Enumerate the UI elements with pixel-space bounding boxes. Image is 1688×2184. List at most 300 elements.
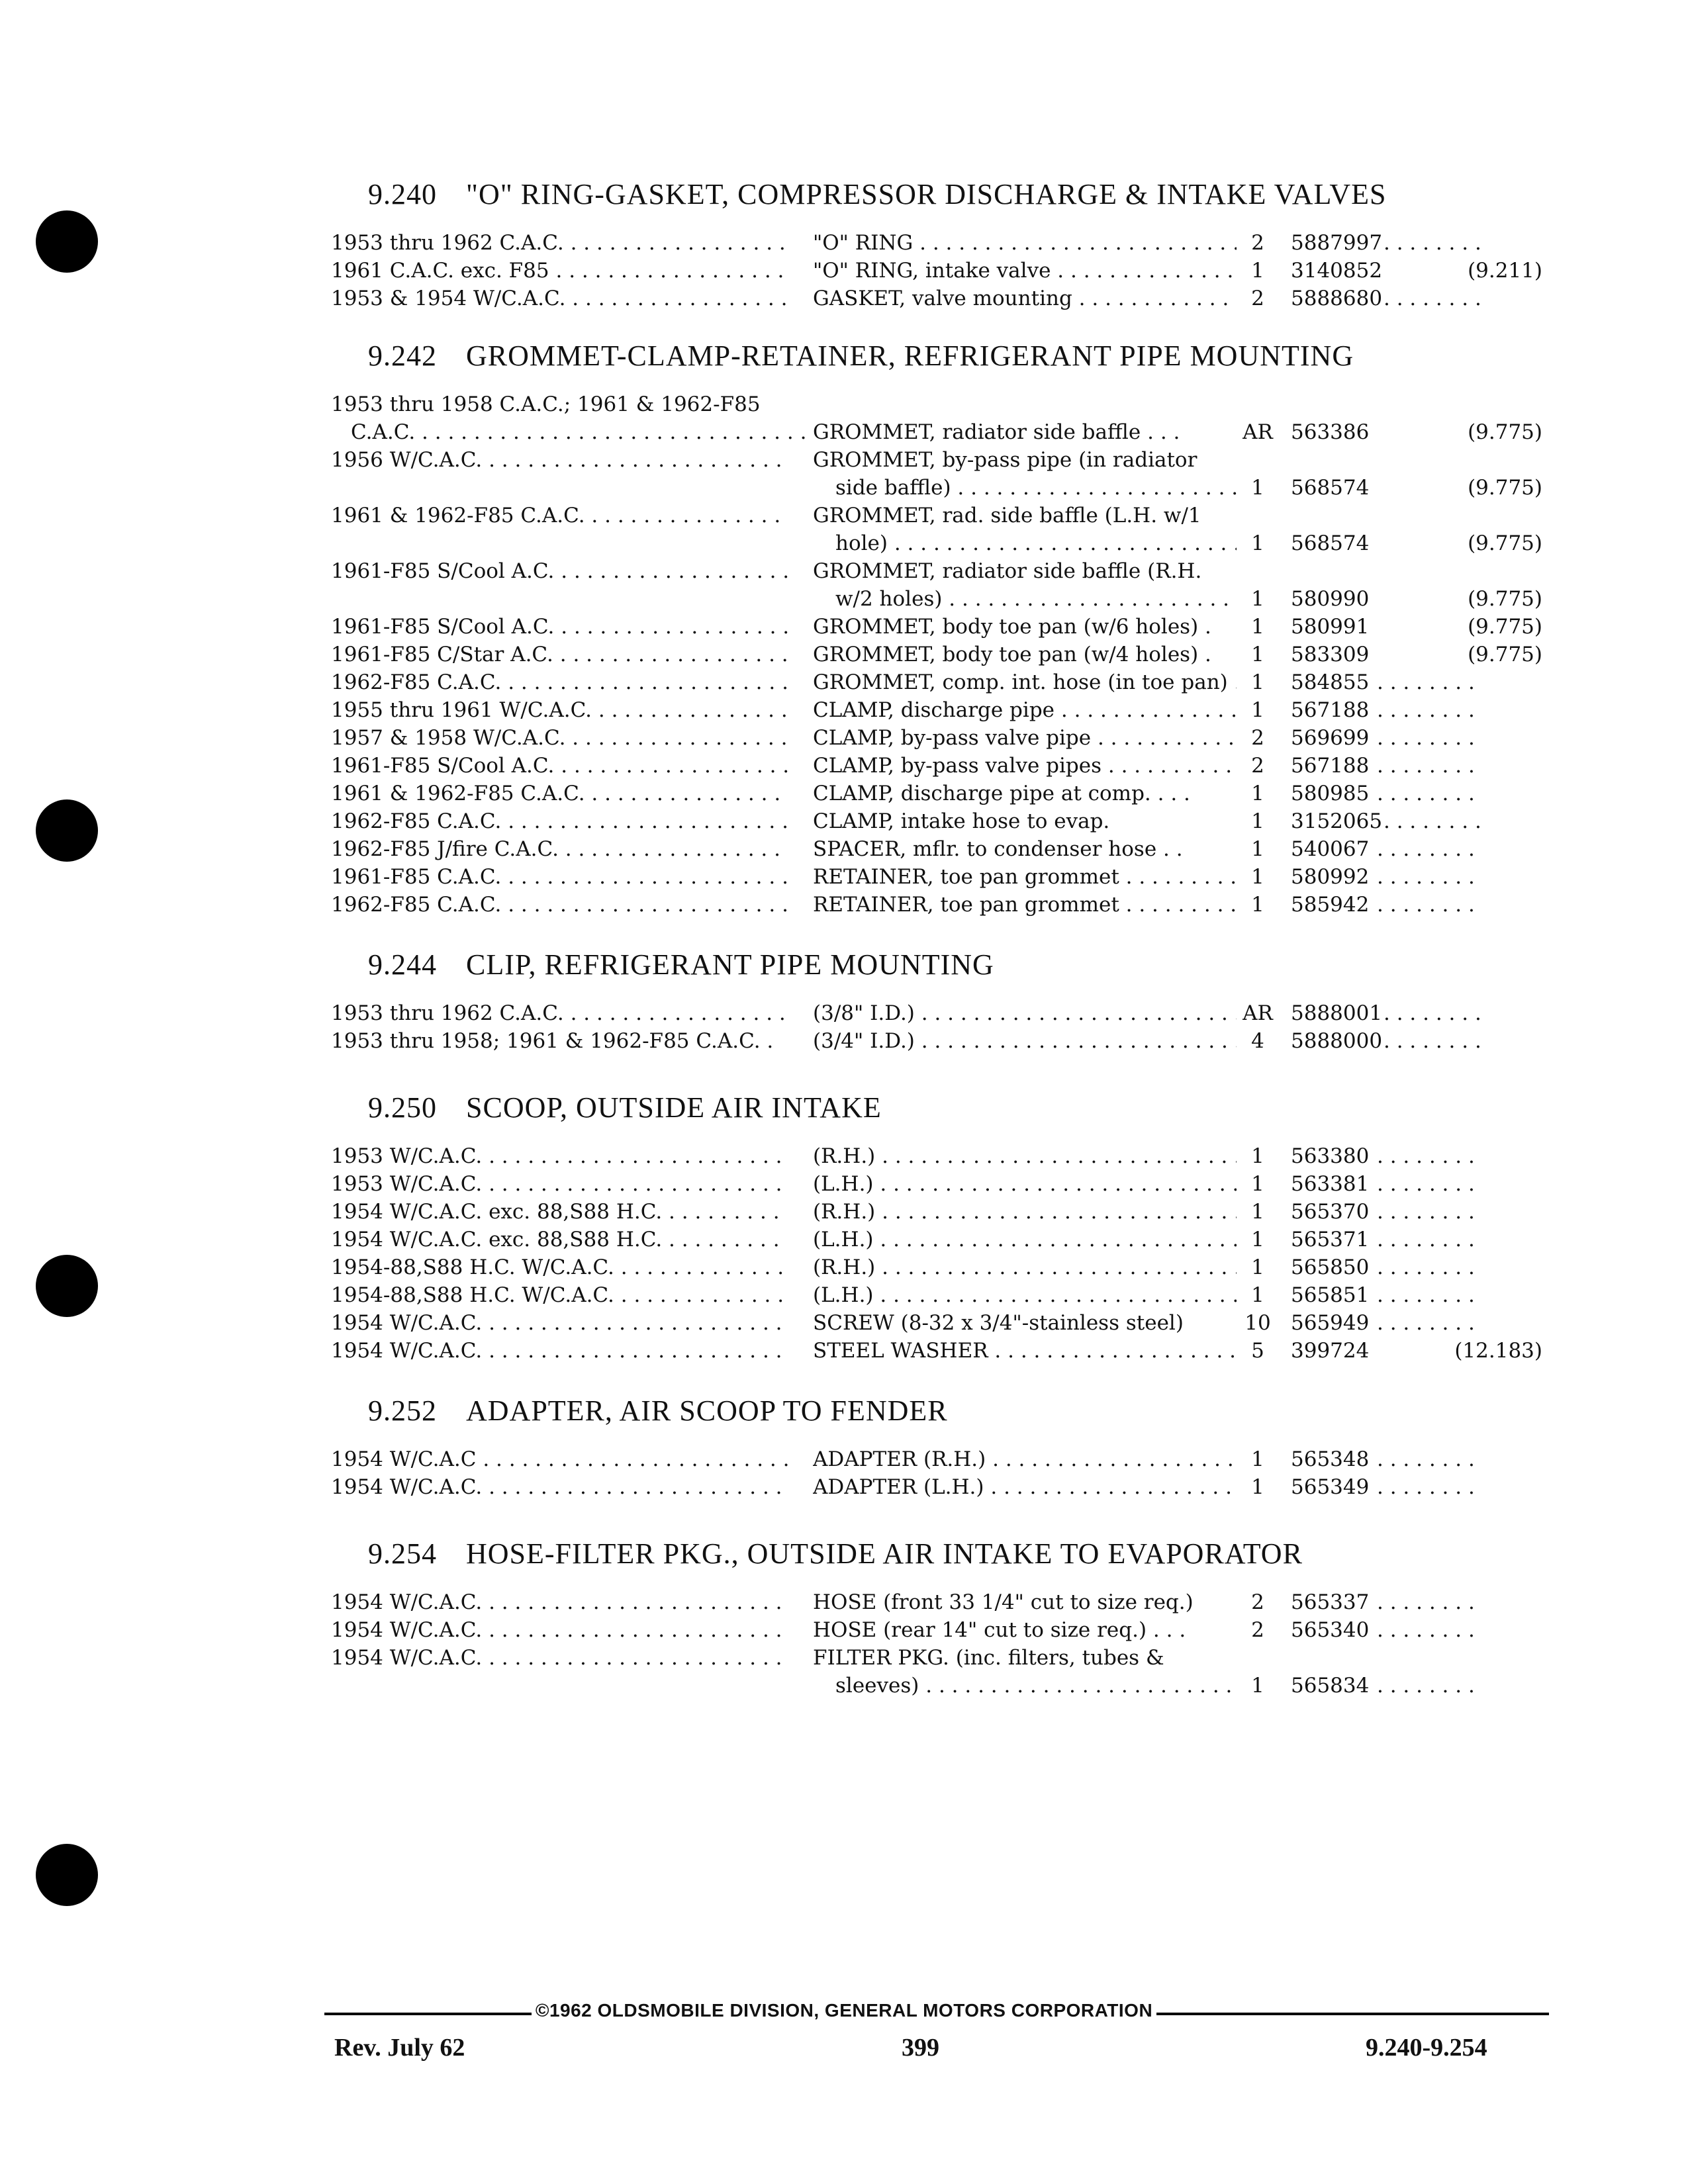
description-cell bbox=[813, 837, 1237, 861]
reference-cell: (9.775) bbox=[1468, 643, 1542, 666]
part-number-cell: 580990 bbox=[1291, 587, 1370, 611]
description-cell bbox=[813, 1144, 1237, 1168]
part-number-cell: 565834 bbox=[1291, 1674, 1370, 1698]
application-cell bbox=[331, 1200, 788, 1224]
parts-row bbox=[331, 1172, 1542, 1200]
application-cell bbox=[331, 504, 788, 527]
part-number-cell: 585942 bbox=[1291, 893, 1370, 917]
parts-row bbox=[331, 1590, 1542, 1618]
quantity-cell: AR bbox=[1243, 1001, 1273, 1025]
application-text: 1961-F85 C.A.C. bbox=[331, 865, 502, 889]
reference-cell: . . . . . . . . bbox=[1377, 1618, 1475, 1642]
catalog-section bbox=[331, 339, 1542, 921]
application-cell bbox=[331, 1283, 788, 1307]
part-number-cell: 563386 bbox=[1291, 420, 1370, 444]
description-text: CLAMP, by-pass valve pipe bbox=[813, 726, 1092, 750]
parts-row bbox=[331, 1029, 1542, 1057]
application-cell bbox=[331, 1618, 788, 1642]
application-cell bbox=[331, 615, 788, 639]
application-cell bbox=[331, 448, 788, 472]
part-number-cell: 565340 bbox=[1291, 1618, 1370, 1642]
description-text: SCREW (8-32 x 3/4"-stainless steel) bbox=[813, 1311, 1184, 1335]
quantity-cell: 1 bbox=[1251, 809, 1264, 833]
part-number-cell: 569699 bbox=[1291, 726, 1370, 750]
part-number-cell: 5888001 bbox=[1291, 1001, 1383, 1025]
section-title: HOSE-FILTER PKG., OUTSIDE AIR INTAKE TO EVAPORATOR bbox=[466, 1537, 1303, 1570]
description-text: "O" RING, intake valve bbox=[813, 259, 1051, 283]
description-cell bbox=[813, 1200, 1237, 1224]
application-cell bbox=[331, 1447, 788, 1471]
description-cell bbox=[813, 1475, 1237, 1499]
application-text: 1962-F85 C.A.C. bbox=[331, 809, 502, 833]
description-cell bbox=[813, 1255, 1237, 1279]
quantity-cell: 1 bbox=[1251, 615, 1264, 639]
application-text: 1953 W/C.A.C. bbox=[331, 1172, 483, 1196]
description-text: hole) bbox=[835, 531, 888, 555]
parts-row bbox=[331, 726, 1542, 754]
reference-cell: (9.775) bbox=[1468, 420, 1542, 444]
parts-row bbox=[331, 893, 1542, 921]
description-text: SPACER, mflr. to condenser hose . . bbox=[813, 837, 1183, 861]
parts-row bbox=[331, 1339, 1542, 1367]
description-cell bbox=[813, 643, 1237, 666]
reference-cell: . . . . . . . . bbox=[1377, 1311, 1475, 1335]
description-text: GROMMET, radiator side baffle (R.H. bbox=[813, 559, 1202, 583]
part-number-cell: 565349 bbox=[1291, 1475, 1370, 1499]
section-number: 9.254 bbox=[368, 1537, 437, 1570]
description-text: GROMMET, body toe pan (w/6 holes) . bbox=[813, 615, 1211, 639]
application-text: 1953 thru 1962 C.A.C. bbox=[331, 231, 564, 255]
section-heading bbox=[368, 1537, 1542, 1570]
section-title: "O" RING-GASKET, COMPRESSOR DISCHARGE & INTAKE VALVES bbox=[466, 178, 1387, 210]
application-text: 1953 thru 1958; 1961 & 1962-F85 C.A.C. . bbox=[331, 1029, 774, 1053]
part-number-cell: 565348 bbox=[1291, 1447, 1370, 1471]
application-text: 1954 W/C.A.C. exc. 88,S88 H.C. bbox=[331, 1200, 663, 1224]
description-text: (3/4" I.D.) bbox=[813, 1029, 915, 1053]
reference-cell: (9.211) bbox=[1468, 259, 1542, 283]
copyright-notice: ©1962 OLDSMOBILE DIVISION, GENERAL MOTORS CORPORATION bbox=[0, 2000, 1688, 2021]
application-cell bbox=[331, 643, 788, 666]
description-cell bbox=[835, 476, 1237, 500]
application-text: 1954 W/C.A.C bbox=[331, 1447, 477, 1471]
application-cell bbox=[331, 559, 788, 583]
description-text: sleeves) bbox=[835, 1674, 919, 1698]
section-number: 9.242 bbox=[368, 340, 437, 372]
parts-row bbox=[331, 559, 1542, 587]
reference-cell: . . . . . . . . bbox=[1377, 754, 1475, 778]
application-cell bbox=[331, 726, 788, 750]
quantity-cell: 1 bbox=[1251, 837, 1264, 861]
description-text: GROMMET, by-pass pipe (in radiator bbox=[813, 448, 1197, 472]
application-text: 1962-F85 C.A.C. bbox=[331, 670, 502, 694]
part-number-cell: 565337 bbox=[1291, 1590, 1370, 1614]
part-number-cell: 567188 bbox=[1291, 754, 1370, 778]
application-cell bbox=[331, 782, 788, 805]
reference-cell: . . . . . . . . bbox=[1377, 1447, 1475, 1471]
part-number-cell: 565371 bbox=[1291, 1228, 1370, 1251]
reference-cell: . . . . . . . . bbox=[1377, 893, 1475, 917]
part-number-cell: 583309 bbox=[1291, 643, 1370, 666]
description-text: FILTER PKG. (inc. filters, tubes & bbox=[813, 1646, 1164, 1670]
parts-row bbox=[331, 1311, 1542, 1339]
part-number-cell: 563380 bbox=[1291, 1144, 1370, 1168]
application-cell bbox=[331, 1228, 788, 1251]
description-text: ADAPTER (L.H.) bbox=[813, 1475, 984, 1499]
part-number-cell: 5887997 bbox=[1291, 231, 1383, 255]
reference-cell: . . . . . . . . bbox=[1377, 1590, 1475, 1614]
section-number: 9.252 bbox=[368, 1394, 437, 1427]
parts-row bbox=[331, 448, 1542, 476]
application-cell bbox=[331, 698, 788, 722]
parts-row bbox=[331, 287, 1542, 314]
quantity-cell: 1 bbox=[1251, 1228, 1264, 1251]
reference-cell: . . . . . . . . bbox=[1377, 1674, 1475, 1698]
application-text: 1961 & 1962-F85 C.A.C. bbox=[331, 504, 585, 527]
reference-cell: . . . . . . . . bbox=[1377, 1228, 1475, 1251]
description-text: "O" RING bbox=[813, 231, 914, 255]
quantity-cell: 1 bbox=[1251, 1447, 1264, 1471]
application-text: 1954 W/C.A.C. bbox=[331, 1311, 483, 1335]
catalog-section bbox=[331, 1091, 1542, 1367]
reference-cell: . . . . . . . . bbox=[1377, 1255, 1475, 1279]
description-cell bbox=[813, 809, 1237, 833]
parts-row bbox=[331, 1200, 1542, 1228]
description-cell bbox=[813, 287, 1237, 310]
reference-cell: . . . . . . . . bbox=[1377, 726, 1475, 750]
application-text: 1953 W/C.A.C. bbox=[331, 1144, 483, 1168]
parts-row bbox=[331, 809, 1542, 837]
part-number-cell: 563381 bbox=[1291, 1172, 1370, 1196]
description-text: RETAINER, toe pan grommet bbox=[813, 893, 1119, 917]
application-text: 1961-F85 S/Cool A.C. bbox=[331, 559, 555, 583]
quantity-cell: 5 bbox=[1251, 1339, 1264, 1363]
parts-row bbox=[331, 865, 1542, 893]
application-text: 1954 W/C.A.C. bbox=[331, 1475, 483, 1499]
parts-row bbox=[331, 782, 1542, 809]
application-cell bbox=[331, 1144, 788, 1168]
quantity-cell: AR bbox=[1243, 420, 1273, 444]
description-cell bbox=[813, 893, 1237, 917]
description-text: side baffle) bbox=[835, 476, 951, 500]
description-cell bbox=[813, 504, 1237, 527]
section-title: CLIP, REFRIGERANT PIPE MOUNTING bbox=[466, 948, 994, 981]
application-cell bbox=[331, 1029, 788, 1053]
application-cell bbox=[331, 1172, 788, 1196]
application-text: 1955 thru 1961 W/C.A.C. bbox=[331, 698, 592, 722]
description-cell bbox=[813, 1646, 1237, 1670]
description-text: GROMMET, rad. side baffle (L.H. w/1 bbox=[813, 504, 1201, 527]
part-number-cell: 3152065 bbox=[1291, 809, 1383, 833]
description-text: HOSE (rear 14" cut to size req.) . . . bbox=[813, 1618, 1186, 1642]
parts-row bbox=[331, 504, 1542, 531]
application-text: 1962-F85 J/fire C.A.C. bbox=[331, 837, 559, 861]
parts-row bbox=[331, 754, 1542, 782]
reference-cell: . . . . . . . . bbox=[1377, 1144, 1475, 1168]
application-cell bbox=[331, 754, 788, 778]
description-text: (R.H.) bbox=[813, 1255, 876, 1279]
catalog-section bbox=[331, 177, 1542, 314]
description-text: GROMMET, radiator side baffle . . . bbox=[813, 420, 1180, 444]
section-number: 9.240 bbox=[368, 178, 437, 210]
parts-row bbox=[331, 698, 1542, 726]
page-number: 399 bbox=[902, 2034, 939, 2062]
reference-cell: . . . . . . . . bbox=[1377, 1283, 1475, 1307]
parts-row bbox=[331, 259, 1542, 287]
reference-cell: . . . . . . . . bbox=[1377, 1200, 1475, 1224]
section-heading bbox=[368, 948, 1542, 981]
quantity-cell: 1 bbox=[1251, 531, 1264, 555]
quantity-cell: 1 bbox=[1251, 643, 1264, 666]
application-text: 1954 W/C.A.C. bbox=[331, 1646, 483, 1670]
application-text: 1953 thru 1962 C.A.C. bbox=[331, 1001, 564, 1025]
quantity-cell: 1 bbox=[1251, 587, 1264, 611]
quantity-cell: 2 bbox=[1251, 231, 1264, 255]
application-text: 1961 C.A.C. exc. F85 bbox=[331, 259, 549, 283]
section-number: 9.244 bbox=[368, 948, 437, 981]
description-cell bbox=[813, 1172, 1237, 1196]
description-cell bbox=[813, 1001, 1237, 1025]
reference-cell: . . . . . . . . bbox=[1377, 782, 1475, 805]
parts-row bbox=[331, 1283, 1542, 1311]
application-cell bbox=[331, 1001, 788, 1025]
section-heading bbox=[368, 177, 1542, 211]
reference-cell: . . . . . . . . bbox=[1377, 1172, 1475, 1196]
parts-row bbox=[331, 1618, 1542, 1646]
description-text: (L.H.) bbox=[813, 1283, 874, 1307]
reference-cell: . . . . . . . . bbox=[1377, 837, 1475, 861]
application-cell bbox=[331, 1646, 788, 1670]
application-cell bbox=[331, 670, 788, 694]
application-cell bbox=[331, 1475, 788, 1499]
part-number-cell: 5888680 bbox=[1291, 287, 1383, 310]
binder-hole bbox=[36, 210, 98, 273]
catalog-section bbox=[331, 1394, 1542, 1503]
application-text: 1961-F85 S/Cool A.C. bbox=[331, 754, 555, 778]
application-text: 1954 W/C.A.C. bbox=[331, 1590, 483, 1614]
section-title: ADAPTER, AIR SCOOP TO FENDER bbox=[466, 1394, 948, 1427]
description-cell bbox=[813, 670, 1237, 694]
description-cell bbox=[813, 698, 1237, 722]
part-number-cell: 580992 bbox=[1291, 865, 1370, 889]
description-text: w/2 holes) bbox=[835, 587, 943, 611]
reference-cell: . . . . . . . . bbox=[1383, 1029, 1481, 1053]
application-text: 1954 W/C.A.C. bbox=[331, 1618, 483, 1642]
quantity-cell: 10 bbox=[1244, 1311, 1271, 1335]
application-text: 1961 & 1962-F85 C.A.C. bbox=[331, 782, 585, 805]
description-text: GROMMET, body toe pan (w/4 holes) . bbox=[813, 643, 1211, 666]
part-number-cell: 584855 bbox=[1291, 670, 1370, 694]
binder-hole bbox=[36, 1844, 98, 1906]
reference-cell: (9.775) bbox=[1468, 587, 1542, 611]
part-number-cell: 580991 bbox=[1291, 615, 1370, 639]
section-title: SCOOP, OUTSIDE AIR INTAKE bbox=[466, 1091, 882, 1124]
description-text: STEEL WASHER bbox=[813, 1339, 988, 1363]
reference-cell: (9.775) bbox=[1468, 531, 1542, 555]
quantity-cell: 1 bbox=[1251, 1674, 1264, 1698]
parts-row bbox=[331, 531, 1542, 559]
application-cell bbox=[331, 392, 788, 416]
quantity-cell: 2 bbox=[1251, 726, 1264, 750]
part-number-cell: 540067 bbox=[1291, 837, 1370, 861]
quantity-cell: 1 bbox=[1251, 1200, 1264, 1224]
description-cell bbox=[813, 865, 1237, 889]
section-title: GROMMET-CLAMP-RETAINER, REFRIGERANT PIPE MOUNTING bbox=[466, 340, 1354, 372]
application-text: 1954-88,S88 H.C. W/C.A.C. bbox=[331, 1255, 614, 1279]
application-text: 1961-F85 S/Cool A.C. bbox=[331, 615, 555, 639]
part-number-cell: 568574 bbox=[1291, 531, 1370, 555]
reference-cell: . . . . . . . . bbox=[1377, 1475, 1475, 1499]
description-text: GROMMET, comp. int. hose (in toe pan) bbox=[813, 670, 1228, 694]
quantity-cell: 1 bbox=[1251, 476, 1264, 500]
parts-row bbox=[331, 1255, 1542, 1283]
section-heading bbox=[368, 1091, 1542, 1124]
description-cell bbox=[813, 1311, 1237, 1335]
quantity-cell: 2 bbox=[1251, 1618, 1264, 1642]
parts-row bbox=[331, 1228, 1542, 1255]
description-cell bbox=[813, 1590, 1237, 1614]
parts-row bbox=[331, 615, 1542, 643]
parts-row bbox=[331, 1001, 1542, 1029]
application-text: 1953 & 1954 W/C.A.C. bbox=[331, 287, 566, 310]
parts-row bbox=[331, 1447, 1542, 1475]
parts-row bbox=[331, 392, 1542, 420]
application-text: C.A.C. bbox=[351, 420, 416, 444]
description-cell bbox=[813, 754, 1237, 778]
description-text: (3/8" I.D.) bbox=[813, 1001, 915, 1025]
application-cell bbox=[331, 231, 788, 255]
description-text: ADAPTER (R.H.) bbox=[813, 1447, 986, 1471]
reference-cell: . . . . . . . . bbox=[1377, 670, 1475, 694]
description-text: (R.H.) bbox=[813, 1144, 876, 1168]
reference-cell: . . . . . . . . bbox=[1377, 865, 1475, 889]
description-cell bbox=[835, 587, 1237, 611]
parts-row bbox=[331, 643, 1542, 670]
application-text: 1953 thru 1958 C.A.C.; 1961 & 1962-F85 bbox=[331, 392, 761, 416]
reference-cell: . . . . . . . . bbox=[1383, 1001, 1481, 1025]
application-text: 1954 W/C.A.C. bbox=[331, 1339, 483, 1363]
parts-row bbox=[331, 1144, 1542, 1172]
description-cell bbox=[813, 1447, 1237, 1471]
reference-cell: . . . . . . . . bbox=[1383, 231, 1481, 255]
parts-row bbox=[331, 837, 1542, 865]
parts-row bbox=[331, 1646, 1542, 1674]
description-cell bbox=[813, 259, 1237, 283]
description-cell bbox=[813, 782, 1237, 805]
section-number: 9.250 bbox=[368, 1091, 437, 1124]
revision-date: Rev. July 62 bbox=[334, 2034, 465, 2062]
application-cell bbox=[331, 837, 788, 861]
description-cell bbox=[835, 1674, 1237, 1698]
part-number-cell: 580985 bbox=[1291, 782, 1370, 805]
description-text: GASKET, valve mounting bbox=[813, 287, 1072, 310]
reference-cell: . . . . . . . . bbox=[1383, 287, 1481, 310]
part-number-cell: 5888000 bbox=[1291, 1029, 1383, 1053]
quantity-cell: 2 bbox=[1251, 754, 1264, 778]
part-number-cell: 568574 bbox=[1291, 476, 1370, 500]
application-cell bbox=[331, 1311, 788, 1335]
description-text: CLAMP, intake hose to evap. bbox=[813, 809, 1110, 833]
description-text: CLAMP, discharge pipe at comp. . . . bbox=[813, 782, 1190, 805]
parts-row bbox=[331, 476, 1542, 504]
quantity-cell: 1 bbox=[1251, 893, 1264, 917]
application-cell bbox=[331, 1339, 788, 1363]
application-text: 1957 & 1958 W/C.A.C. bbox=[331, 726, 566, 750]
description-text: (L.H.) bbox=[813, 1172, 874, 1196]
parts-row bbox=[331, 1475, 1542, 1503]
parts-row bbox=[331, 420, 1542, 448]
description-text: (R.H.) bbox=[813, 1200, 876, 1224]
description-cell bbox=[813, 1228, 1237, 1251]
reference-cell: (9.775) bbox=[1468, 476, 1542, 500]
description-cell bbox=[813, 231, 1237, 255]
quantity-cell: 1 bbox=[1251, 1172, 1264, 1196]
application-text: 1954-88,S88 H.C. W/C.A.C. bbox=[331, 1283, 614, 1307]
description-cell bbox=[813, 1029, 1237, 1053]
application-text: 1954 W/C.A.C. exc. 88,S88 H.C. bbox=[331, 1228, 663, 1251]
description-cell bbox=[813, 559, 1237, 583]
quantity-cell: 1 bbox=[1251, 1144, 1264, 1168]
quantity-cell: 2 bbox=[1251, 287, 1264, 310]
application-cell bbox=[331, 809, 788, 833]
description-text: RETAINER, toe pan grommet bbox=[813, 865, 1119, 889]
part-number-cell: 565851 bbox=[1291, 1283, 1370, 1307]
application-text: 1962-F85 C.A.C. bbox=[331, 893, 502, 917]
section-heading bbox=[368, 339, 1542, 373]
quantity-cell: 1 bbox=[1251, 782, 1264, 805]
section-range: 9.240-9.254 bbox=[1366, 2034, 1487, 2062]
part-number-cell: 399724 bbox=[1291, 1339, 1370, 1363]
part-number-cell: 565850 bbox=[1291, 1255, 1370, 1279]
quantity-cell: 1 bbox=[1251, 259, 1264, 283]
quantity-cell: 4 bbox=[1251, 1029, 1264, 1053]
catalog-section bbox=[331, 1537, 1542, 1702]
reference-cell: . . . . . . . . bbox=[1377, 698, 1475, 722]
application-cell bbox=[351, 420, 808, 444]
description-text: CLAMP, discharge pipe bbox=[813, 698, 1055, 722]
parts-row bbox=[331, 1674, 1542, 1702]
application-cell bbox=[331, 259, 788, 283]
application-cell bbox=[331, 1255, 788, 1279]
parts-row bbox=[331, 670, 1542, 698]
section-heading bbox=[368, 1394, 1542, 1428]
application-text: 1961-F85 C/Star A.C. bbox=[331, 643, 553, 666]
description-cell bbox=[835, 531, 1237, 555]
binder-hole bbox=[36, 799, 98, 862]
description-text: (L.H.) bbox=[813, 1228, 874, 1251]
description-cell bbox=[813, 1283, 1237, 1307]
description-cell bbox=[813, 420, 1237, 444]
application-text: 1956 W/C.A.C. bbox=[331, 448, 483, 472]
part-number-cell: 3140852 bbox=[1291, 259, 1383, 283]
reference-cell: (12.183) bbox=[1454, 1339, 1542, 1363]
quantity-cell: 1 bbox=[1251, 698, 1264, 722]
quantity-cell: 1 bbox=[1251, 865, 1264, 889]
binder-hole bbox=[36, 1255, 98, 1317]
part-number-cell: 565949 bbox=[1291, 1311, 1370, 1335]
catalog-section bbox=[331, 948, 1542, 1057]
description-cell bbox=[813, 448, 1237, 472]
description-cell bbox=[813, 1618, 1237, 1642]
parts-row bbox=[331, 231, 1542, 259]
reference-cell: (9.775) bbox=[1468, 615, 1542, 639]
quantity-cell: 1 bbox=[1251, 670, 1264, 694]
description-text: HOSE (front 33 1/4" cut to size req.) bbox=[813, 1590, 1194, 1614]
quantity-cell: 1 bbox=[1251, 1283, 1264, 1307]
quantity-cell: 1 bbox=[1251, 1255, 1264, 1279]
application-cell bbox=[331, 865, 788, 889]
quantity-cell: 1 bbox=[1251, 1475, 1264, 1499]
parts-row bbox=[331, 587, 1542, 615]
